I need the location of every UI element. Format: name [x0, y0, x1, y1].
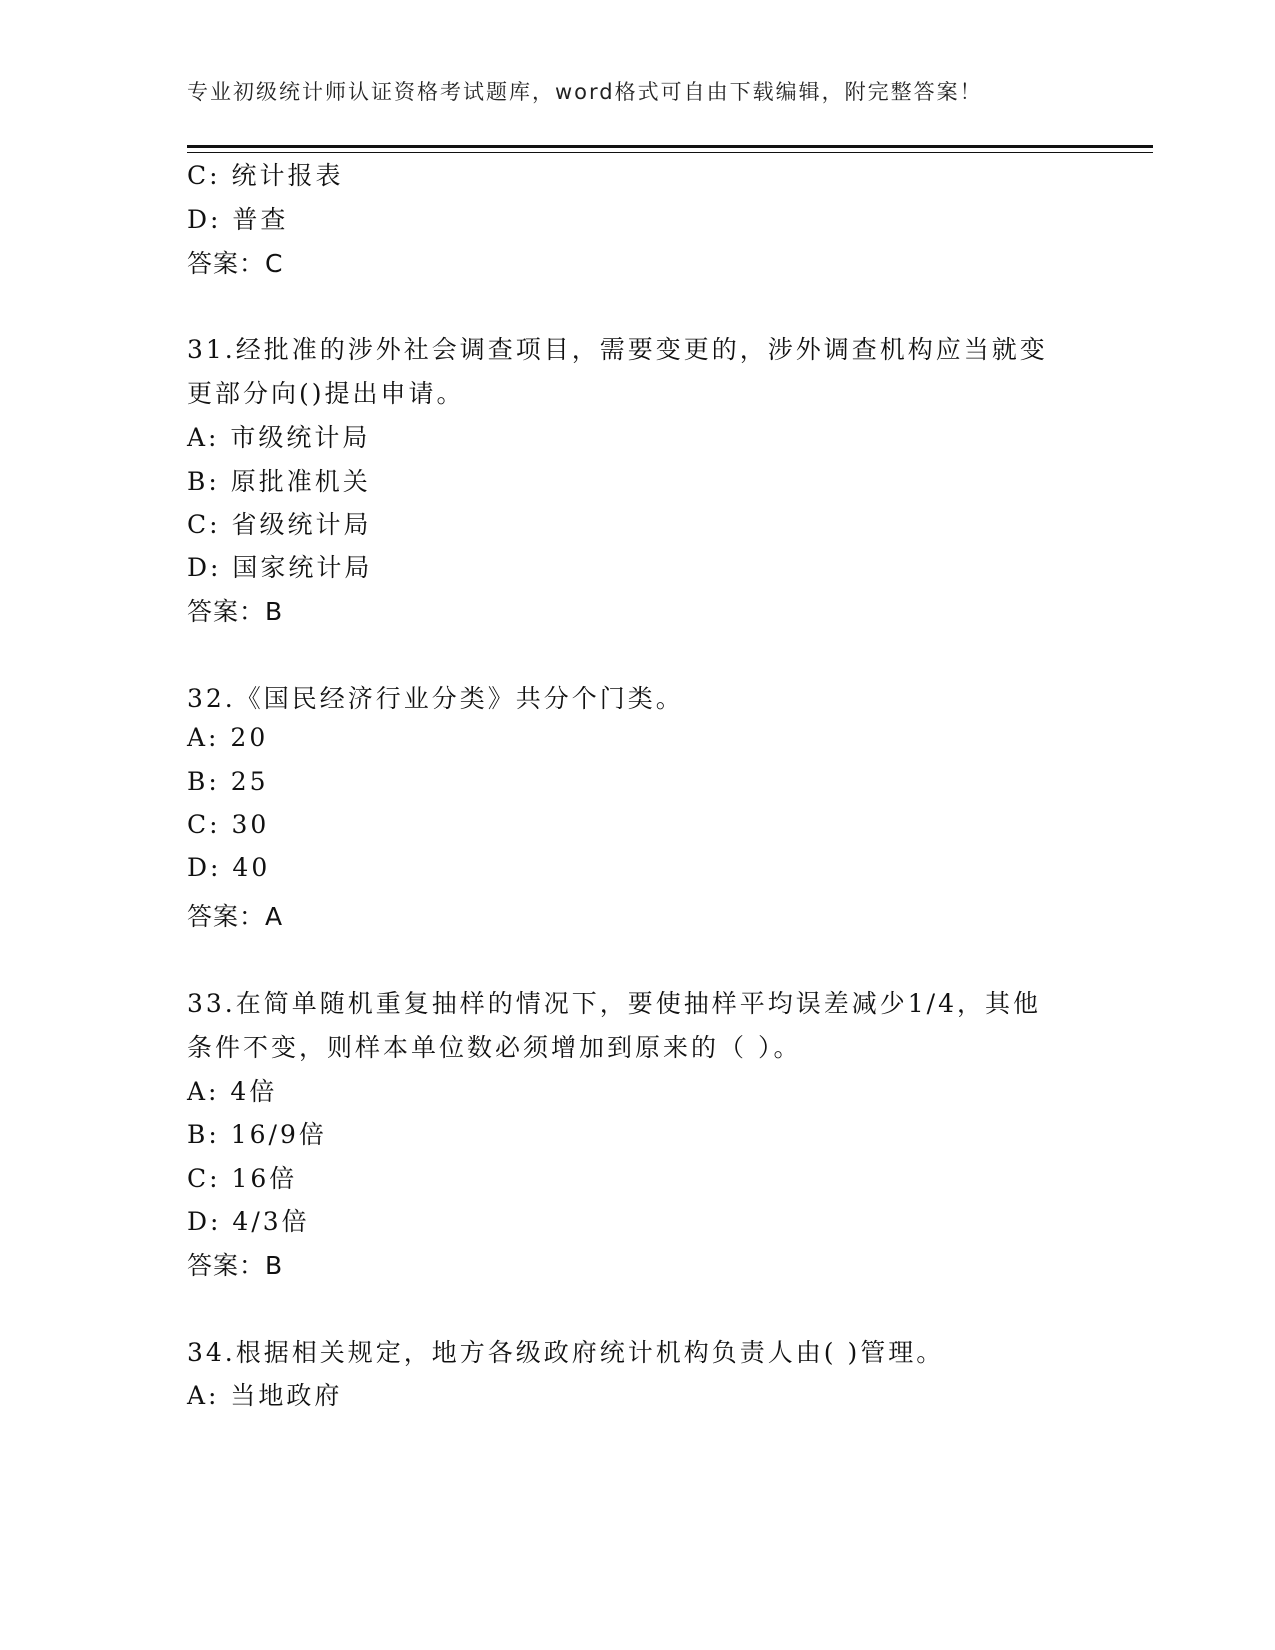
option-line: D: 4/3倍: [187, 1207, 310, 1236]
question-line: 31.经批准的涉外社会调查项目，需要变更的，涉外调查机构应当就变: [187, 335, 1048, 364]
answer-line: 答案：B: [187, 597, 284, 626]
question-line: 条件不变，则样本单位数必须增加到原来的（ ）。: [187, 1033, 802, 1062]
option-line: C: 省级统计局: [187, 510, 372, 539]
answer-line: 答案：C: [187, 249, 284, 278]
option-line: A: 20: [187, 723, 269, 752]
question-line: 更部分向()提出申请。: [187, 379, 465, 408]
header-rule-thick: [187, 145, 1153, 148]
header-rule-thin: [187, 152, 1153, 153]
page-header: 专业初级统计师认证资格考试题库，word格式可自由下载编辑，附完整答案！: [187, 80, 983, 104]
answer-line: 答案：B: [187, 1251, 284, 1280]
question-line: 32.《国民经济行业分类》共分个门类。: [187, 684, 684, 713]
option-line: A: 当地政府: [187, 1381, 343, 1410]
option-line: C: 统计报表: [187, 161, 344, 190]
option-line: D: 国家统计局: [187, 553, 373, 582]
option-line: C: 16倍: [187, 1164, 298, 1193]
option-line: B: 16/9倍: [187, 1120, 327, 1149]
option-line: B: 原批准机关: [187, 467, 371, 496]
option-line: B: 25: [187, 767, 269, 796]
option-line: C: 30: [187, 810, 270, 839]
option-line: A: 4倍: [187, 1077, 278, 1106]
option-line: D: 40: [187, 853, 271, 882]
question-line: 34.根据相关规定，地方各级政府统计机构负责人由( )管理。: [187, 1338, 945, 1367]
option-line: A: 市级统计局: [187, 423, 371, 452]
option-line: D: 普查: [187, 205, 289, 234]
answer-line: 答案：A: [187, 902, 284, 931]
question-line: 33.在简单随机重复抽样的情况下，要使抽样平均误差减少1/4，其他: [187, 989, 1041, 1018]
